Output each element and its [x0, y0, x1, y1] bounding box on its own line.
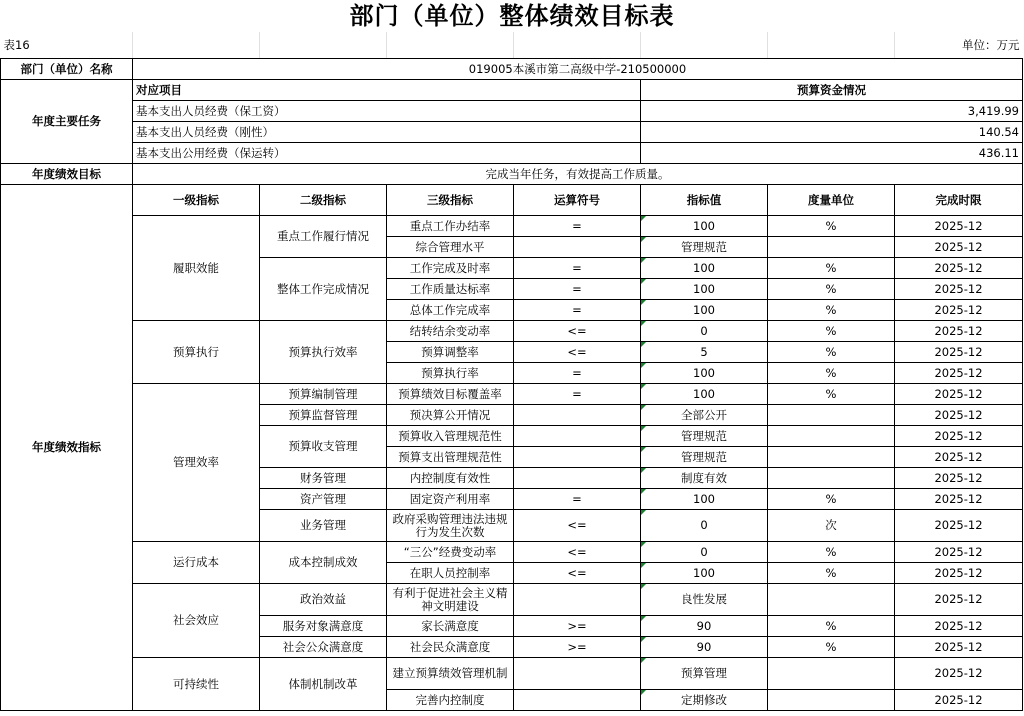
unit-cell: %: [768, 489, 895, 510]
due-cell: 2025-12: [895, 405, 1023, 426]
level2-cell: 财务管理: [260, 468, 387, 489]
unit-cell: %: [768, 279, 895, 300]
dept-value: 019005本溪市第二高级中学-210500000: [133, 59, 1023, 80]
level2-cell: 政治效益: [260, 584, 387, 616]
unit-cell: %: [768, 321, 895, 342]
operator-cell: [514, 447, 641, 468]
operator-cell: [514, 658, 641, 690]
level2-cell: 预算监督管理: [260, 405, 387, 426]
operator-cell: [514, 405, 641, 426]
operator-cell: >=: [514, 637, 641, 658]
level3-cell: 预算执行率: [387, 363, 514, 384]
column-header: 运算符号: [514, 185, 641, 216]
value-cell: 预算管理: [641, 658, 768, 690]
column-header: 指标值: [641, 185, 768, 216]
value-cell: 100: [641, 363, 768, 384]
level1-cell: 可持续性: [133, 658, 260, 711]
task-amount: 140.54: [641, 122, 1023, 143]
operator-cell: =: [514, 279, 641, 300]
due-cell: 2025-12: [895, 489, 1023, 510]
task-label: 年度主要任务: [1, 80, 133, 164]
level2-cell: 社会公众满意度: [260, 637, 387, 658]
due-cell: 2025-12: [895, 426, 1023, 447]
operator-cell: <=: [514, 321, 641, 342]
level3-cell: “三公”经费变动率: [387, 542, 514, 563]
unit-cell: %: [768, 616, 895, 637]
due-cell: 2025-12: [895, 637, 1023, 658]
level2-cell: 预算编制管理: [260, 384, 387, 405]
unit-cell: [768, 237, 895, 258]
level3-cell: 预算收入管理规范性: [387, 426, 514, 447]
unit-cell: [768, 405, 895, 426]
unit-cell: 次: [768, 510, 895, 542]
goal-label: 年度绩效目标: [1, 164, 133, 185]
level2-cell: 预算执行效率: [260, 321, 387, 384]
due-cell: 2025-12: [895, 279, 1023, 300]
value-cell: 0: [641, 542, 768, 563]
due-cell: 2025-12: [895, 321, 1023, 342]
unit-cell: %: [768, 637, 895, 658]
unit-cell: [768, 584, 895, 616]
unit-cell: [768, 658, 895, 690]
operator-cell: =: [514, 363, 641, 384]
due-cell: 2025-12: [895, 363, 1023, 384]
due-cell: 2025-12: [895, 237, 1023, 258]
unit-cell: %: [768, 342, 895, 363]
indicator-label: 年度绩效指标: [1, 185, 133, 711]
operator-cell: <=: [514, 542, 641, 563]
due-cell: 2025-12: [895, 690, 1023, 711]
unit-cell: %: [768, 384, 895, 405]
task-name: 基本支出公用经费（保运转）: [133, 143, 641, 164]
level1-cell: 履职效能: [133, 216, 260, 321]
due-cell: 2025-12: [895, 658, 1023, 690]
level2-cell: 资产管理: [260, 489, 387, 510]
unit-cell: [768, 690, 895, 711]
task-header-item: 对应项目: [133, 80, 641, 101]
level3-cell: 内控制度有效性: [387, 468, 514, 489]
operator-cell: [514, 237, 641, 258]
operator-cell: =: [514, 300, 641, 321]
goal-value: 完成当年任务，有效提高工作质量。: [133, 164, 1023, 185]
unit-cell: [768, 468, 895, 489]
level3-cell: 在职人员控制率: [387, 563, 514, 584]
operator-cell: >=: [514, 616, 641, 637]
unit-cell: [768, 426, 895, 447]
level3-cell: 固定资产利用率: [387, 489, 514, 510]
level3-cell: 预算支出管理规范性: [387, 447, 514, 468]
level3-cell: 社会民众满意度: [387, 637, 514, 658]
level3-cell: 预算绩效目标覆盖率: [387, 384, 514, 405]
level2-cell: 服务对象满意度: [260, 616, 387, 637]
due-cell: 2025-12: [895, 258, 1023, 279]
dept-label: 部门（单位）名称: [1, 59, 133, 80]
task-name: 基本支出人员经费（刚性）: [133, 122, 641, 143]
level1-cell: 社会效应: [133, 584, 260, 658]
value-cell: 0: [641, 510, 768, 542]
unit-cell: %: [768, 300, 895, 321]
task-header-budget: 预算资金情况: [641, 80, 1023, 101]
level3-cell: 有利于促进社会主义精神文明建设: [387, 584, 514, 616]
due-cell: 2025-12: [895, 468, 1023, 489]
column-header: 一级指标: [133, 185, 260, 216]
value-cell: 定期修改: [641, 690, 768, 711]
column-header: 完成时限: [895, 185, 1023, 216]
unit-cell: %: [768, 563, 895, 584]
level2-cell: 业务管理: [260, 510, 387, 542]
unit-cell: %: [768, 216, 895, 237]
operator-cell: [514, 690, 641, 711]
operator-cell: <=: [514, 510, 641, 542]
value-cell: 100: [641, 384, 768, 405]
level3-cell: 建立预算绩效管理机制: [387, 658, 514, 690]
operator-cell: =: [514, 258, 641, 279]
column-header: 三级指标: [387, 185, 514, 216]
value-cell: 管理规范: [641, 426, 768, 447]
operator-cell: [514, 468, 641, 489]
level3-cell: 预算调整率: [387, 342, 514, 363]
value-cell: 5: [641, 342, 768, 363]
value-cell: 100: [641, 300, 768, 321]
operator-cell: =: [514, 489, 641, 510]
level3-cell: 预决算公开情况: [387, 405, 514, 426]
page-title: 部门（单位）整体绩效目标表: [349, 2, 675, 30]
due-cell: 2025-12: [895, 563, 1023, 584]
table-number: 表16: [1, 32, 133, 59]
unit-cell: %: [768, 542, 895, 563]
task-amount: 3,419.99: [641, 101, 1023, 122]
level1-cell: 预算执行: [133, 321, 260, 384]
level3-cell: 政府采购管理违法违规行为发生次数: [387, 510, 514, 542]
due-cell: 2025-12: [895, 542, 1023, 563]
due-cell: 2025-12: [895, 342, 1023, 363]
task-amount: 436.11: [641, 143, 1023, 164]
level2-cell: 成本控制成效: [260, 542, 387, 584]
level3-cell: 结转结余变动率: [387, 321, 514, 342]
operator-cell: <=: [514, 563, 641, 584]
value-cell: 0: [641, 321, 768, 342]
level1-cell: 管理效率: [133, 384, 260, 542]
level3-cell: 总体工作完成率: [387, 300, 514, 321]
level2-cell: 体制机制改革: [260, 658, 387, 711]
operator-cell: [514, 426, 641, 447]
operator-cell: =: [514, 216, 641, 237]
operator-cell: =: [514, 384, 641, 405]
unit-cell: %: [768, 363, 895, 384]
value-cell: 良性发展: [641, 584, 768, 616]
value-cell: 100: [641, 563, 768, 584]
unit-label: 单位：万元: [895, 32, 1023, 59]
level2-cell: 重点工作履行情况: [260, 216, 387, 258]
level3-cell: 工作完成及时率: [387, 258, 514, 279]
level3-cell: 综合管理水平: [387, 237, 514, 258]
value-cell: 100: [641, 258, 768, 279]
due-cell: 2025-12: [895, 447, 1023, 468]
level1-cell: 运行成本: [133, 542, 260, 584]
column-header: 度量单位: [768, 185, 895, 216]
level3-cell: 重点工作办结率: [387, 216, 514, 237]
due-cell: 2025-12: [895, 510, 1023, 542]
unit-cell: %: [768, 258, 895, 279]
column-header: 二级指标: [260, 185, 387, 216]
level2-cell: 整体工作完成情况: [260, 258, 387, 321]
value-cell: 管理规范: [641, 447, 768, 468]
due-cell: 2025-12: [895, 300, 1023, 321]
task-name: 基本支出人员经费（保工资）: [133, 101, 641, 122]
due-cell: 2025-12: [895, 584, 1023, 616]
level2-cell: 预算收支管理: [260, 426, 387, 468]
operator-cell: [514, 584, 641, 616]
due-cell: 2025-12: [895, 384, 1023, 405]
value-cell: 管理规范: [641, 237, 768, 258]
value-cell: 100: [641, 279, 768, 300]
value-cell: 100: [641, 216, 768, 237]
due-cell: 2025-12: [895, 216, 1023, 237]
value-cell: 全部公开: [641, 405, 768, 426]
level3-cell: 工作质量达标率: [387, 279, 514, 300]
level3-cell: 家长满意度: [387, 616, 514, 637]
performance-table: [0, 32, 1023, 711]
value-cell: 90: [641, 637, 768, 658]
value-cell: 100: [641, 489, 768, 510]
value-cell: 90: [641, 616, 768, 637]
unit-cell: [768, 447, 895, 468]
operator-cell: <=: [514, 342, 641, 363]
due-cell: 2025-12: [895, 616, 1023, 637]
value-cell: 制度有效: [641, 468, 768, 489]
level3-cell: 完善内控制度: [387, 690, 514, 711]
